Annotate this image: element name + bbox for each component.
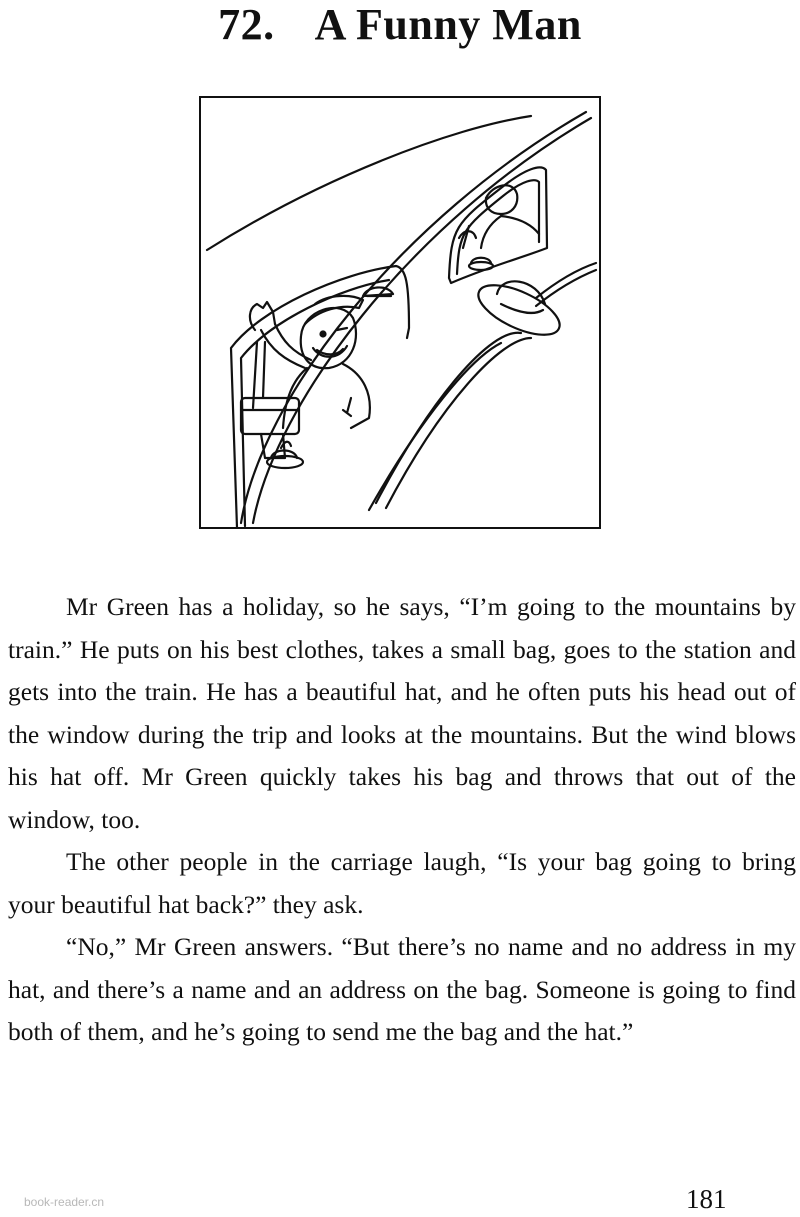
lesson-number: 72. — [218, 0, 275, 49]
story-paragraph-3: “No,” Mr Green answers. “But there’s no name and no address in my hat, and there’s a name and an address on the bag. Someone is going to find both of them, and he’s going to send me the bag and the hat.” — [8, 932, 796, 1046]
lesson-title: A Funny Man — [314, 0, 582, 49]
story-paragraph-2: The other people in the carriage laugh, “Is your bag going to bring your beautiful hat back?” they ask. — [8, 847, 796, 919]
story-paragraph-1: Mr Green has a holiday, so he says, “I’m going to the mountains by train.” He puts on his best clothes, takes a small bag, goes to the station and gets into the train. He has a beautiful hat, and he often puts his head out of the window during the trip and looks at the mountains. But the wind blows his hat off. Mr Green quickly takes his bag and throws that out of the window, too. — [8, 592, 796, 834]
page-title — [0, 0, 800, 50]
watermark: book-reader.cn — [24, 1195, 105, 1209]
story-text — [8, 586, 796, 1054]
page-number: 181 — [686, 1184, 727, 1214]
story-illustration — [199, 96, 601, 529]
